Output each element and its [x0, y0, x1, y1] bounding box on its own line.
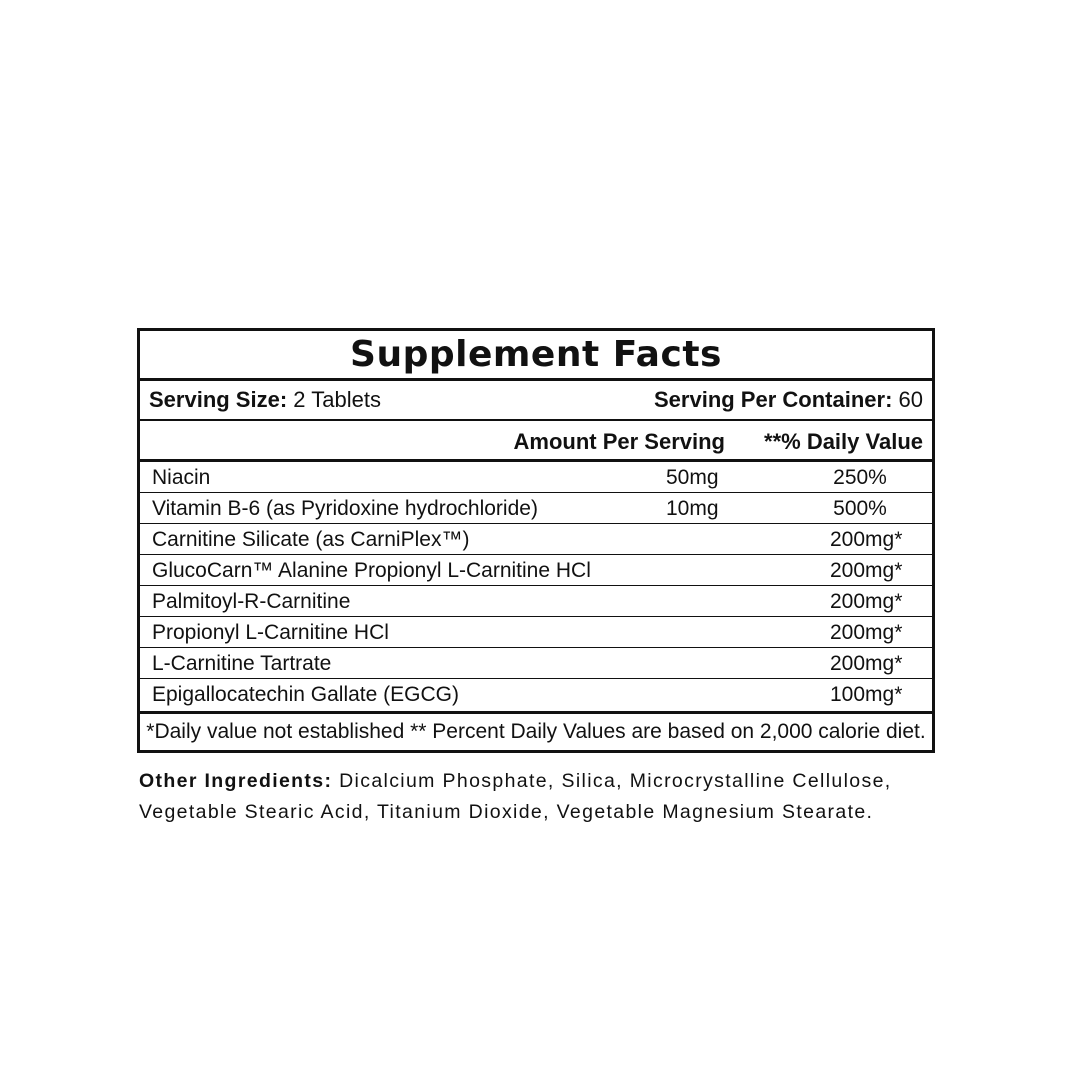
nutrient-amount: 10mg: [666, 497, 719, 520]
nutrient-daily-value: 250%: [833, 466, 887, 489]
daily-value-footnote: *Daily value not established ** Percent Daily Values are based on 2,000 calorie diet.: [140, 711, 932, 750]
nutrient-amount: 50mg: [666, 466, 719, 489]
nutrient-daily-value: 200mg*: [830, 528, 903, 551]
nutrient-daily-value: 200mg*: [830, 621, 903, 644]
nutrient-row: [140, 493, 932, 524]
nutrient-rows: [140, 462, 932, 710]
nutrient-daily-value: 200mg*: [830, 559, 903, 582]
nutrient-name: GlucoCarn™ Alanine Propionyl L-Carnitine HCl: [152, 559, 591, 582]
daily-value-header: **% Daily Value: [764, 429, 923, 454]
nutrient-daily-value: 200mg*: [830, 590, 903, 613]
serving-size: [149, 387, 381, 413]
servings-per-container: [654, 387, 923, 413]
nutrient-name: Epigallocatechin Gallate (EGCG): [152, 683, 459, 706]
nutrient-name: Propionyl L-Carnitine HCl: [152, 621, 389, 644]
nutrient-name: L-Carnitine Tartrate: [152, 652, 332, 675]
nutrient-name: Vitamin B-6 (as Pyridoxine hydrochloride): [152, 497, 538, 520]
other-ingredients-label: Other Ingredients:: [139, 770, 333, 792]
nutrient-name: Palmitoyl-R-Carnitine: [152, 590, 351, 613]
servings-per-container-value: 60: [898, 387, 923, 412]
nutrient-daily-value: 200mg*: [830, 652, 903, 675]
nutrient-name: Carnitine Silicate (as CarniPlex™): [152, 528, 470, 551]
servings-per-container-label: Serving Per Container:: [654, 387, 893, 412]
nutrient-row: [140, 586, 932, 617]
nutrient-name: Niacin: [152, 466, 211, 489]
facts-title: Supplement Facts: [140, 331, 932, 381]
other-ingredients-text: Dicalcium Phosphate, Silica, Microcrystalline Cellulose, Vegetable Stearic Acid, Titanium Dioxide, Vegetable Magnesium Stearate.: [139, 770, 892, 823]
serving-info-row: [140, 381, 932, 421]
amount-per-serving-header: Amount Per Serving: [513, 429, 725, 454]
other-ingredients: [139, 766, 939, 828]
column-header-row: [140, 421, 932, 462]
serving-size-label: Serving Size:: [149, 387, 288, 412]
serving-size-value: 2 Tablets: [293, 387, 381, 412]
nutrient-daily-value: 500%: [833, 497, 887, 520]
nutrient-row: [140, 679, 932, 710]
supplement-facts-panel: [137, 328, 935, 753]
nutrient-row: [140, 555, 932, 586]
nutrient-row: [140, 648, 932, 679]
nutrient-row: [140, 462, 932, 493]
nutrient-row: [140, 524, 932, 555]
nutrient-daily-value: 100mg*: [830, 683, 903, 706]
nutrient-row: [140, 617, 932, 648]
